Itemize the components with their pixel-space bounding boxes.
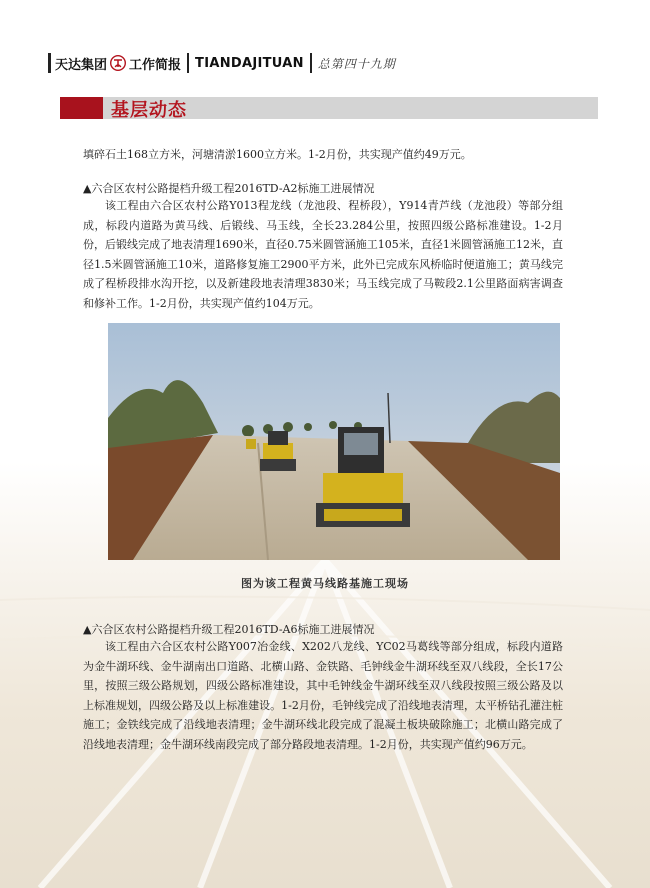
construction-site-photo [108, 323, 560, 560]
intro-paragraph: 填碎石土168立方米，河塘清淤1600立方米。1-2月份，共实现产值约49万元。 [83, 148, 472, 161]
project-a2-heading: ▲六合区农村公路提档升级工程2016TD-A2标施工进展情况 [83, 182, 375, 195]
project-a6-heading: ▲六合区农村公路提档升级工程2016TD-A6标施工进展情况 [83, 623, 375, 636]
brand-name: 天达集团 [55, 57, 108, 73]
photo-caption: 图为该工程黄马线路基施工现场 [241, 577, 409, 590]
brand-english: TIANDAJITUAN [195, 55, 304, 71]
section-title: 基层动态 [111, 100, 187, 121]
page-header [48, 52, 396, 74]
tianda-logo-icon [110, 55, 126, 71]
project-a2-body: 该工程由六合区农村公路Y013程龙线（龙池段、程桥段），Y914青芦线（龙池段）等部分组成，标段内道路为黄马线、后锻线、马玉线，全长23.284公里，按照四级公路标准建设。1-2月份，后锻线完成了地表清理1690米，直径0.75米圆管涵施工105米，直径1米圆管涵施工12米，直径1.5米圆管涵施工10米，道路修复施工2900平方米，此外已完成东风桥临时便道施工；黄马线完成了程桥段排水沟开挖，以及新建段地表清理3830米；马玉线完成了马鞍段2.1公里路面病害调查和修补工作。1-2月份，共实现产值约104万元。 [83, 199, 563, 310]
header-separator [187, 53, 189, 73]
header-separator [310, 53, 312, 73]
issue-number: 总第四十九期 [317, 56, 396, 71]
header-bar [48, 53, 51, 73]
brand-report: 工作简报 [129, 57, 182, 73]
section-accent-block [60, 97, 103, 119]
project-a6-body: 该工程由六合区农村公路Y007冶金线、X202八龙线、YC02马葛线等部分组成，标段内道路为金牛湖环线、金牛湖南出口道路、北横山路、金铁路、毛钟线金牛湖环线至双八线段，全长17公里，按照三级公路规划，四级公路标准建设，其中毛钟线金牛湖环线至双八线段按照三级公路及以上标准规划，四级公路及以上标准建设。1-2月份，毛钟线完成了沿线地表清理，太平桥钻孔灌注桩施工；金铁线完成了沿线地表清理；金牛湖环线北段完成了混凝土板块破除施工；北横山路完成了沿线地表清理；金牛湖环线南段完成了部分路段地表清理。1-2月份，共实现产值约96万元。 [83, 640, 563, 751]
